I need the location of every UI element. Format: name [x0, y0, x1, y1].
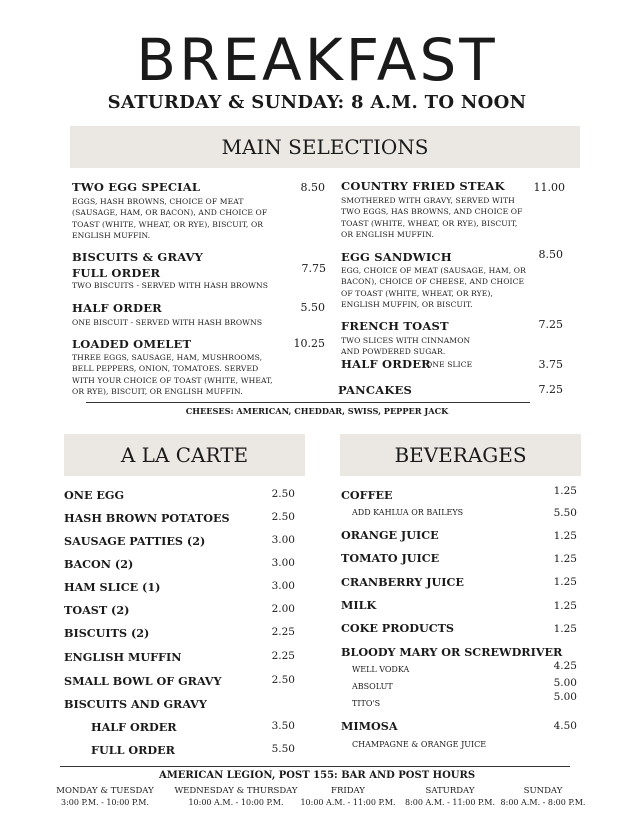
- list-item-price: 2.25: [271, 650, 295, 662]
- list-item-price: 5.00: [553, 677, 577, 689]
- hours-day: SATURDAY: [425, 786, 475, 796]
- list-item-price: 1.25: [553, 530, 577, 542]
- egg-sandwich-price: 8.50: [538, 248, 563, 261]
- list-item: HASH BROWN POTATOES: [64, 511, 230, 525]
- list-item-price: 1.25: [553, 623, 577, 635]
- list-item-price: 3.00: [271, 580, 295, 592]
- list-item-price: 2.00: [271, 603, 295, 615]
- french-toast-desc: TWO SLICES WITH CINNAMON AND POWDERED SUGAR.: [341, 336, 471, 357]
- list-item: ABSOLUT: [352, 682, 393, 691]
- main-selections-heading: MAIN SELECTIONS: [70, 126, 580, 168]
- list-item: ENGLISH MUFFIN: [64, 650, 182, 664]
- biscuits-half-price: 5.50: [300, 301, 325, 314]
- list-item: ADD KAHLUA OR BAILEYS: [352, 508, 464, 517]
- page-subtitle: SATURDAY & SUNDAY: 8 A.M. TO NOON: [107, 92, 527, 113]
- french-half-order: HALF ORDER: [341, 357, 431, 371]
- country-fried-steak-name: COUNTRY FRIED STEAK: [341, 179, 505, 193]
- list-item: FULL ORDER: [91, 743, 175, 757]
- biscuits-gravy-name: BISCUITS & GRAVY: [72, 250, 204, 264]
- two-egg-special-price: 8.50: [300, 181, 325, 194]
- country-fried-steak-desc: SMOTHERED WITH GRAVY, SERVED WITH TWO EGGS, HAS BROWNS, AND CHOICE OF TOAST (WHITE, WHEAT, OR RYE), BISCUIT, OR ENGLISH MUFFIN.: [341, 196, 523, 240]
- hours-time: 3:00 P.M. - 10:00 P.M.: [61, 798, 149, 807]
- french-toast-price: 7.25: [538, 318, 563, 331]
- french-half-note: ONE SLICE: [426, 360, 473, 369]
- loaded-omelet-name: LOADED OMELET: [72, 337, 192, 351]
- list-item: ORANGE JUICE: [341, 528, 439, 542]
- egg-sandwich-name: EGG SANDWICH: [341, 250, 452, 264]
- list-item-price: 2.50: [271, 674, 295, 686]
- list-item-price: 2.50: [271, 511, 295, 523]
- divider: [60, 766, 570, 767]
- list-item-price: 3.50: [271, 720, 295, 732]
- loaded-omelet-price: 10.25: [293, 337, 325, 350]
- list-item: ONE EGG: [64, 488, 125, 502]
- footer-heading: AMERICAN LEGION, POST 155: BAR AND POST HOURS: [158, 770, 476, 781]
- french-half-price: 3.75: [538, 358, 563, 371]
- list-item: TOMATO JUICE: [341, 551, 440, 565]
- hours-day: WEDNESDAY & THURSDAY: [174, 786, 298, 796]
- list-item-price: 4.50: [553, 720, 577, 732]
- loaded-omelet-desc: THREE EGGS, SAUSAGE, HAM, MUSHROOMS, BELL PEPPERS, ONION, TOMATOES. SERVED WITH YOUR CHOICE OF TOAST (WHITE, WHEAT, OR RYE), BISCUIT, OR ENGLISH MUFFIN.: [72, 353, 273, 397]
- list-item-price: 5.50: [553, 507, 577, 519]
- list-item: SAUSAGE PATTIES (2): [64, 534, 206, 548]
- biscuits-full-desc: TWO BISCUITS - SERVED WITH HASH BROWNS: [72, 281, 269, 290]
- list-item: CRANBERRY JUICE: [341, 575, 464, 589]
- pancakes-name: PANCAKES: [338, 383, 412, 397]
- hours-day: SUNDAY: [523, 786, 563, 796]
- list-item-price: 3.00: [271, 557, 295, 569]
- list-item-price: 5.50: [271, 743, 295, 755]
- list-item: HAM SLICE (1): [64, 580, 161, 594]
- list-item: WELL VODKA: [352, 665, 410, 674]
- a-la-carte-heading: A LA CARTE: [64, 434, 305, 476]
- list-item: MIMOSA: [341, 719, 398, 733]
- two-egg-special-desc: EGGS, HASH BROWNS, CHOICE OF MEAT (SAUSAGE, HAM, OR BACON), AND CHOICE OF TOAST (WHITE, WHEAT, OR RYE), BISCUIT, OR ENGLISH MUFFIN.: [72, 197, 268, 241]
- list-item: TOAST (2): [64, 603, 130, 617]
- biscuits-half-desc: ONE BISCUIT - SERVED WITH HASH BROWNS: [72, 318, 263, 327]
- biscuits-half-order: HALF ORDER: [72, 301, 162, 315]
- list-item: TITO'S: [352, 699, 381, 708]
- list-item-price: 1.25: [553, 600, 577, 612]
- list-item: CHAMPAGNE & ORANGE JUICE: [352, 740, 487, 749]
- hours-day: FRIDAY: [331, 786, 365, 796]
- list-item: COKE PRODUCTS: [341, 621, 455, 635]
- biscuits-full-order: FULL ORDER: [72, 266, 161, 280]
- french-toast-name: FRENCH TOAST: [341, 319, 449, 333]
- list-item: MILK: [341, 598, 377, 612]
- list-item: BISCUITS (2): [64, 626, 150, 640]
- beverages-heading: BEVERAGES: [340, 434, 581, 476]
- list-item-price: 1.25: [553, 553, 577, 565]
- list-item: BACON (2): [64, 557, 134, 571]
- list-item-price: 2.50: [271, 488, 295, 500]
- divider: [86, 402, 530, 403]
- list-item: HALF ORDER: [91, 720, 177, 734]
- egg-sandwich-desc: EGG, CHOICE OF MEAT (SAUSAGE, HAM, OR BACON), CHOICE OF CHEESE, AND CHOICE OF TOAST (WHITE, WHEAT, OR RYE), ENGLISH MUFFIN, OR BISCUIT.: [341, 266, 526, 310]
- hours-time: 8:00 A.M. - 11:00 P.M.: [405, 798, 495, 807]
- country-fried-steak-price: 11.00: [533, 181, 565, 194]
- list-item-price: 1.25: [553, 485, 577, 497]
- list-item-price: 1.25: [553, 576, 577, 588]
- list-item: BLOODY MARY OR SCREWDRIVER: [341, 645, 563, 659]
- list-item: BISCUITS AND GRAVY: [64, 697, 207, 711]
- cheeses-note: CHEESES: AMERICAN, CHEDDAR, SWISS, PEPPER JACK: [185, 406, 449, 416]
- hours-time: 10:00 A.M. - 11:00 P.M.: [300, 798, 396, 807]
- list-item-price: 2.25: [271, 626, 295, 638]
- hours-day: MONDAY & TUESDAY: [56, 786, 154, 796]
- page-title: BREAKFAST: [136, 26, 498, 94]
- list-item-price: 5.00: [553, 691, 577, 703]
- list-item: COFFEE: [341, 488, 393, 502]
- list-item-price: 4.25: [553, 660, 577, 672]
- pancakes-price: 7.25: [538, 383, 563, 396]
- hours-time: 8:00 A.M. - 8:00 P.M.: [500, 798, 586, 807]
- biscuits-full-price: 7.75: [301, 262, 326, 275]
- two-egg-special-name: TWO EGG SPECIAL: [72, 180, 201, 194]
- list-item-price: 3.00: [271, 534, 295, 546]
- list-item: SMALL BOWL OF GRAVY: [64, 674, 222, 688]
- hours-time: 10:00 A.M. - 10:00 P.M.: [188, 798, 284, 807]
